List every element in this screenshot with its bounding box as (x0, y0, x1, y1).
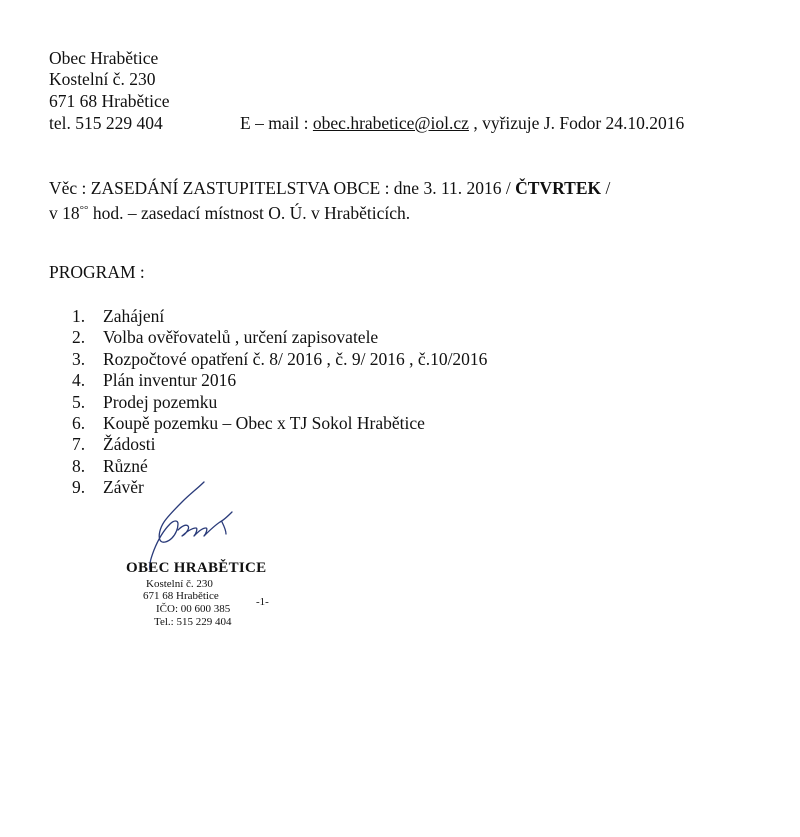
subject-suffix: / (601, 178, 611, 198)
list-item-number: 1. (72, 306, 86, 326)
list-item-number: 8. (72, 455, 86, 476)
program-heading: PROGRAM : (49, 262, 145, 282)
subject-prefix: Věc : ZASEDÁNÍ ZASTUPITELSTVA OBCE : dne 3. 11. 2016 / (49, 178, 516, 198)
subject-line-1 (49, 178, 610, 198)
email-link[interactable]: obec.hrabetice@iol.cz (312, 113, 469, 133)
list-item (72, 477, 487, 498)
stamp-street: Kostelní č. 230 (146, 578, 213, 590)
list-item (72, 434, 487, 455)
list-item (72, 349, 487, 370)
subject-day: ČTVRTEK (515, 178, 602, 198)
list-item-number: 7. (72, 434, 86, 455)
list-item (72, 392, 487, 413)
list-item (72, 370, 487, 391)
handler-text: , vyřizuje J. Fodor 24.10.2016 (468, 113, 685, 133)
list-item (72, 413, 487, 434)
list-item-text: Závěr (103, 477, 144, 498)
list-item-text: Koupě pozemku – Obec x TJ Sokol Hrabětice (103, 412, 425, 433)
contact-line (240, 113, 684, 133)
subject-line-2 (49, 200, 410, 223)
list-item-number: 2. (72, 327, 86, 348)
list-item-text: Volba ověřovatelů , určení zapisovatele (103, 327, 379, 348)
stamp-title: OBEC HRABĚTICE (126, 560, 267, 576)
list-item-text: Prodej pozemku (103, 391, 218, 412)
list-item-text: Různé (103, 455, 148, 476)
sender-street: Kostelní č. 230 (49, 69, 156, 89)
list-item-number: 5. (72, 391, 86, 412)
list-item-text: Zahájení (103, 306, 165, 326)
stamp-city: 671 68 Hrabětice (143, 590, 219, 602)
list-item-number: 6. (72, 412, 86, 433)
list-item (72, 327, 487, 348)
sender-phone: tel. 515 229 404 (49, 113, 163, 133)
time-prefix: v 18 (49, 203, 80, 223)
sender-city: 671 68 Hrabětice (49, 91, 170, 111)
list-item-text: Rozpočtové opatření č. 8/ 2016 , č. 9/ 2016 , č.10/2016 (103, 348, 488, 369)
time-superscript: °° (79, 204, 89, 216)
list-item-number: 3. (72, 348, 86, 369)
list-item (72, 306, 487, 327)
list-item-text: Plán inventur 2016 (103, 370, 237, 391)
stamp-ico: IČO: 00 600 385 (156, 603, 231, 615)
list-item-number: 9. (72, 477, 86, 498)
page-number: -1- (256, 596, 269, 608)
list-item (72, 456, 487, 477)
stamp-phone: Tel.: 515 229 404 (154, 616, 232, 628)
program-list (72, 306, 487, 499)
sender-name: Obec Hrabětice (49, 48, 159, 68)
list-item-text: Žádosti (103, 434, 156, 455)
time-suffix: hod. – zasedací místnost O. Ú. v Hraběticích. (88, 203, 411, 223)
email-label: E – mail : (240, 113, 313, 133)
list-item-number: 4. (72, 370, 86, 391)
